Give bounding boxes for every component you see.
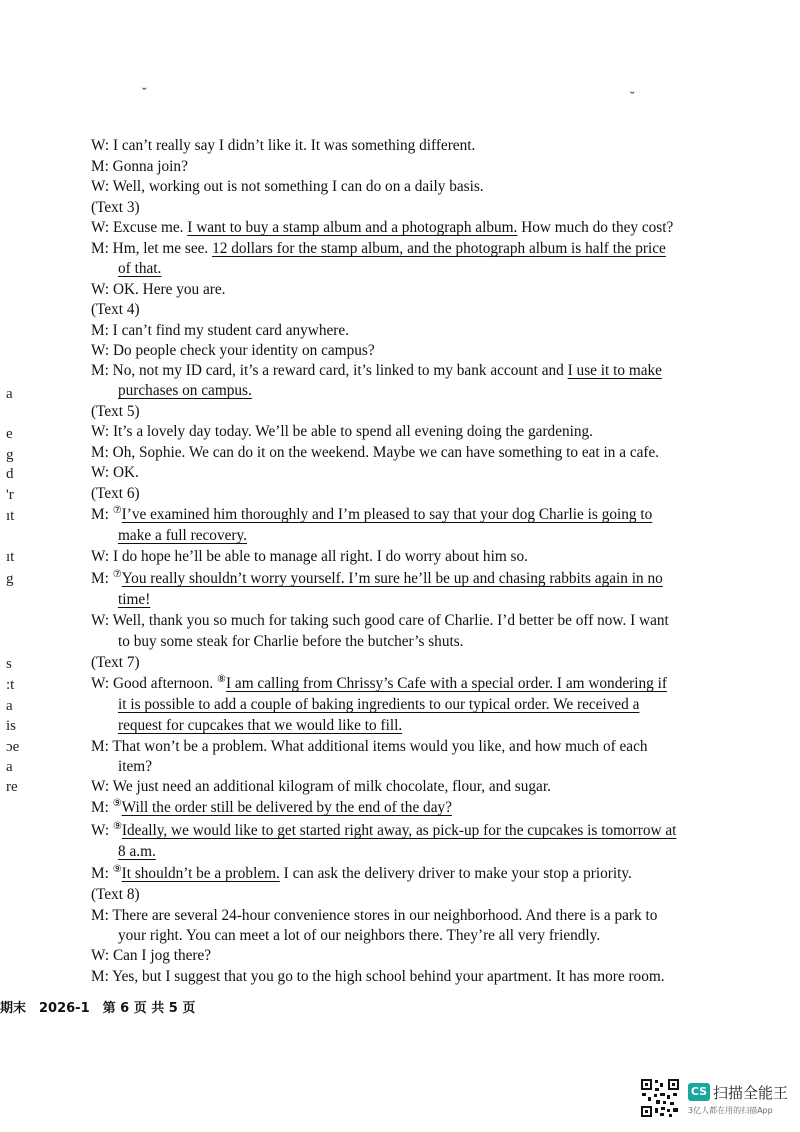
dialogue-line	[91, 239, 666, 258]
underlined-text: It shouldn’t be a problem.	[121, 865, 280, 882]
section-heading: (Text 6)	[91, 485, 140, 502]
edge-fragment: re	[6, 779, 18, 795]
line-text: M:	[91, 570, 113, 587]
dialogue-line: W: We just need an additional kilogram of milk chocolate, flour, and sugar.	[91, 778, 551, 795]
underlined-text: I want to buy a stamp album and a photograph album.	[187, 219, 518, 236]
line-text: I can ask the delivery driver to make your stop a priority.	[279, 865, 632, 882]
question-number: ⑨	[112, 863, 122, 875]
dialogue-line	[91, 361, 662, 380]
dialogue-line: M: There are several 24-hour convenience stores in our neighborhood. And there is a park to	[91, 907, 658, 924]
scan-mark-left: ˘	[142, 86, 147, 101]
dialogue-line: W: OK. Here you are.	[91, 281, 226, 298]
dialogue-line: W: I can’t really say I didn’t like it. It was something different.	[91, 137, 476, 154]
dialogue-line: M: Yes, but I suggest that you go to the high school behind your apartment. It has more room.	[91, 968, 665, 985]
dialogue-line	[91, 821, 676, 840]
line-text: W: Good afternoon.	[91, 675, 218, 692]
question-number: ⑨	[112, 820, 122, 832]
underlined-text: I use it to make	[567, 362, 662, 379]
dialogue-line: W: It’s a lovely day today. We’ll be able to spend all evening doing the gardening.	[91, 423, 594, 440]
dialogue-line-cont: make a full recovery.	[118, 527, 247, 544]
edge-fragment: is	[6, 718, 17, 734]
section-heading: (Text 4)	[91, 301, 140, 318]
dialogue-line	[91, 505, 652, 524]
dialogue-line: M: Gonna join?	[91, 158, 188, 175]
dialogue-line: M: I can’t find my student card anywhere.	[91, 322, 349, 339]
scanner-tagline: 3亿人都在用的扫描App	[688, 1106, 773, 1115]
dialogue-line: W: OK.	[91, 464, 139, 481]
section-heading: (Text 3)	[91, 199, 140, 216]
dialogue-line-cont: item?	[118, 758, 152, 775]
dialogue-line: W: Can I jog there?	[91, 947, 212, 964]
edge-fragment: d	[6, 466, 14, 482]
dialogue-line	[91, 798, 452, 817]
section-heading: (Text 8)	[91, 886, 140, 903]
edge-fragment: a	[6, 759, 13, 775]
edge-fragment: :t	[6, 677, 15, 693]
underlined-text: I am calling from Chrissy’s Cafe with a special order. I am wondering if	[226, 675, 667, 692]
edge-fragment: ɔe	[6, 739, 20, 755]
underlined-text: You really shouldn’t worry yourself. I’m sure he’ll be up and chasing rabbits again in no	[121, 570, 663, 587]
underlined-text: Ideally, we would like to get started right away, as pick-up for the cupcakes is tomorrow at	[121, 822, 677, 839]
edge-fragment: 'r	[6, 487, 14, 503]
edge-fragment: s	[6, 656, 12, 672]
page-footer: 期末 2026-1 第 6 页 共 5 页	[0, 1001, 196, 1016]
dialogue-line: W: Well, thank you so much for taking such good care of Charlie. I’d better be off now. I want	[91, 612, 669, 629]
underlined-text: 12 dollars for the stamp album, and the photograph album is half the price	[212, 240, 666, 257]
question-number: ⑦	[112, 504, 122, 516]
dialogue-line-cont: request for cupcakes that we would like to fill.	[118, 717, 403, 734]
dialogue-line	[91, 569, 663, 588]
edge-fragment: ıt	[6, 508, 15, 524]
line-text: W:	[91, 822, 113, 839]
edge-fragment: e	[6, 426, 13, 442]
line-text: M:	[91, 865, 113, 882]
question-number: ⑨	[112, 797, 122, 809]
dialogue-line-cont: it is possible to add a couple of baking ingredients to our typical order. We received a	[118, 696, 640, 713]
edge-fragment: a	[6, 698, 13, 714]
line-text: W: Excuse me.	[91, 219, 188, 236]
underlined-text: Will the order still be delivered by the end of the day?	[121, 799, 452, 816]
dialogue-line: W: I do hope he’ll be able to manage all right. I do worry about him so.	[91, 548, 528, 565]
line-text: M:	[91, 799, 113, 816]
scan-mark-right: ˘	[630, 90, 635, 105]
qr-code-icon	[640, 1078, 680, 1118]
edge-fragment: g	[6, 571, 14, 587]
underlined-text: I’ve examined him thoroughly and I’m pleased to say that your dog Charlie is going to	[121, 506, 653, 523]
line-text: M: Hm, let me see.	[91, 240, 213, 257]
edge-fragment: ıt	[6, 549, 15, 565]
edge-fragment: a	[6, 386, 13, 402]
scanner-brand-name: 扫描全能王	[713, 1084, 789, 1102]
edge-fragment: g	[6, 447, 14, 463]
dialogue-line: M: That won’t be a problem. What additional items would you like, and how much of each	[91, 738, 648, 755]
question-number: ⑦	[112, 568, 122, 580]
dialogue-line-cont: purchases on campus.	[118, 382, 252, 399]
line-text: M: No, not my ID card, it’s a reward card, it’s linked to my bank account and	[91, 362, 568, 379]
dialogue-line-cont: of that.	[118, 260, 162, 277]
dialogue-line-cont: 8 a.m.	[118, 843, 156, 860]
dialogue-line: W: Well, working out is not something I can do on a daily basis.	[91, 178, 484, 195]
dialogue-line: M: Oh, Sophie. We can do it on the weekend. Maybe we can have something to eat in a cafe.	[91, 444, 660, 461]
dialogue-line: W: Do people check your identity on campus?	[91, 342, 375, 359]
dialogue-line	[91, 864, 632, 883]
dialogue-line	[91, 218, 673, 237]
scanner-logo-icon: CS	[688, 1083, 710, 1101]
dialogue-line-cont: time!	[118, 591, 151, 608]
dialogue-line-cont: to buy some steak for Charlie before the butcher’s shuts.	[118, 633, 464, 650]
question-number: ⑧	[217, 673, 226, 685]
line-text: How much do they cost?	[517, 219, 674, 236]
section-heading: (Text 7)	[91, 654, 140, 671]
section-heading: (Text 5)	[91, 403, 140, 420]
dialogue-line	[91, 674, 667, 693]
dialogue-line-cont: your right. You can meet a lot of our neighbors there. They’re all very friendly.	[118, 927, 601, 944]
line-text: M:	[91, 506, 113, 523]
